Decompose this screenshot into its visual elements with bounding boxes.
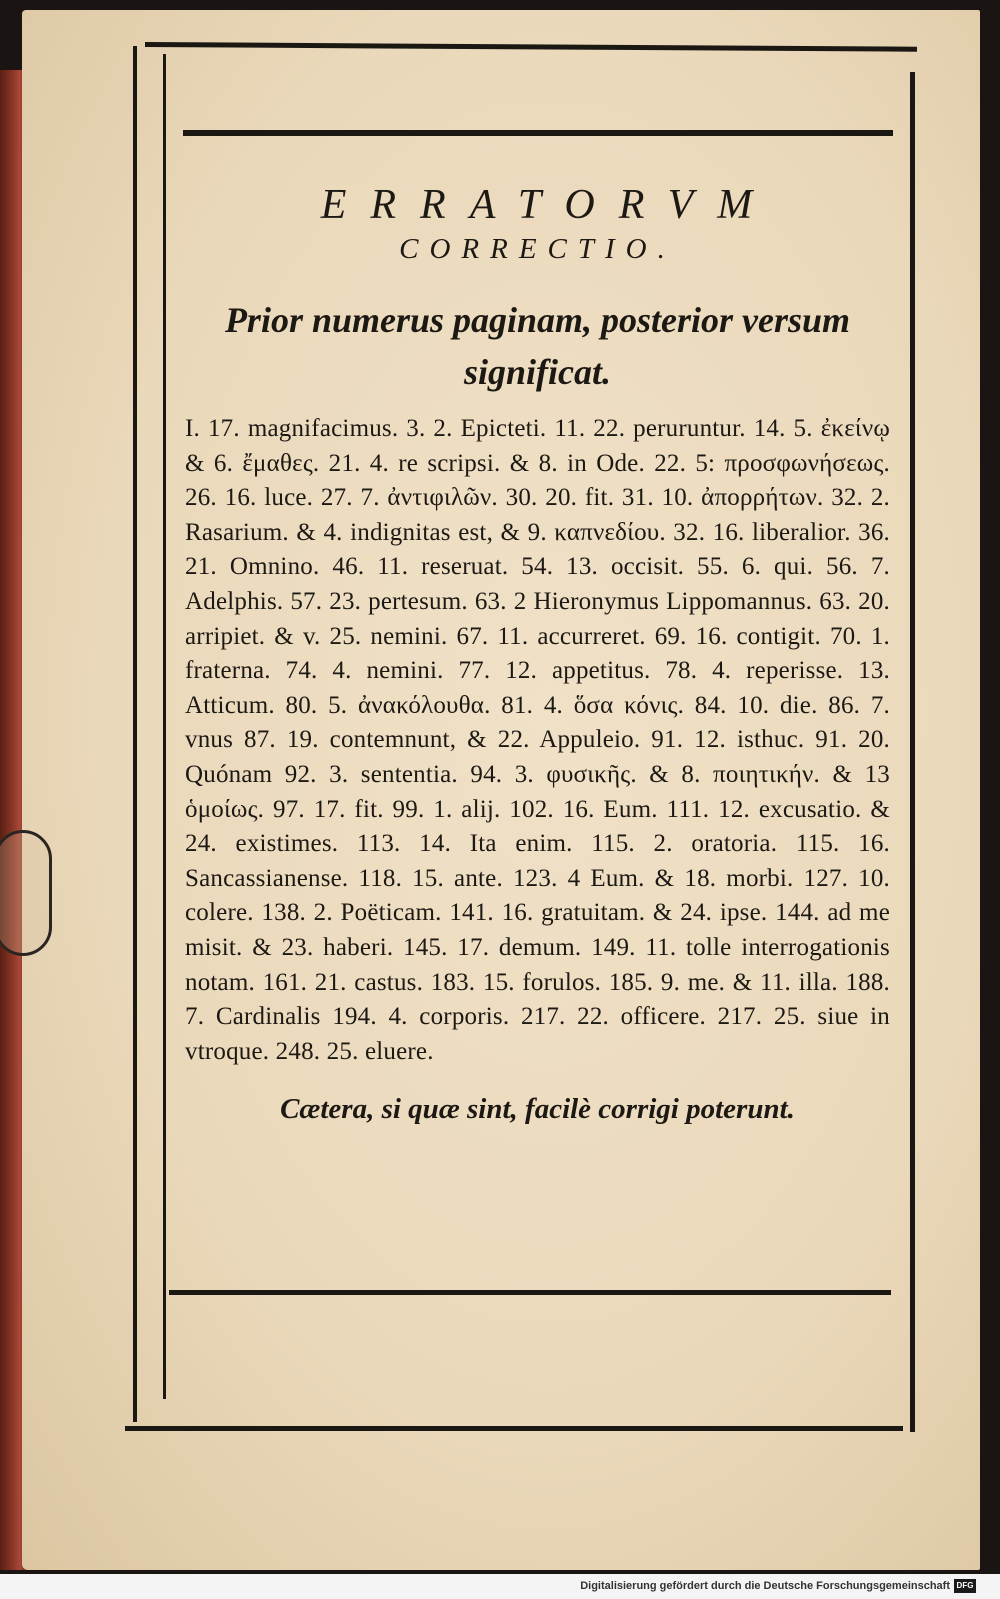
title-line-1: ERRATORVM [320, 182, 777, 228]
footer-credit: Digitalisierung gefördert durch die Deutsche Forschungsgemeinschaft [580, 1580, 950, 1592]
title-line-2: CORRECTIO. [399, 233, 676, 265]
closing-line: Cætera, si quæ sint, facilè corrigi poterunt. [280, 1093, 795, 1126]
frame-outer-top [145, 42, 917, 52]
errata-list: I. 17. magnifacimus. 3. 2. Epicteti. 11. 22. peruruntur. 14. 5. ἐκείνῳ & 6. ἔμαθες. 21. 4. re scripsi. & 8. in Ode. 22. 5: προσφωνήσεως. 26. 16. luce. 27. 7. ἀντιφιλῶν. 30. 20. fit. 31. 10. ἀπορρήτων. 32. 2. Rasarium. & 4. indignitas est, & 9. καπνεδίου. 32. 16. liberalior. 36. 21. Omnino. 46. 11. reseruat. 54. 13. occisit. 55. 6. qui. 56. 7. Adelphis. 57. 23. pertesum. 63. 2 Hieronymus Lippomannus. 63. 20. arripiet. & v. 25. nemini. 67. 11. accurreret. 69. 16. contigit. 70. 1. fraterna. 74. 4. nemini. 77. 12. appetitus. 78. 4. reperisse. 13. Atticum. 80. 5. ἀνακόλουθα. 81. 4. ὅσα κόνις. 84. 10. die. 86. 7. vnus 87. 19. contemnunt, & 22. Appuleio. 91. 12. isthuc. 91. 20. Quónam 92. 3. sententia. 94. 3. φυσικῆς. & 8. ποιητικήν. & 13 ὁμοίως. 97. 17. fit. 99. 1. alij. 102. 16. Eum. 111. 12. excusatio. & 24. existimes. 113. 14. Ita enim. 115. 2. oratoria. 115. 16. Sancassianense. 118. 15. ante. 123. 4 Eum. & 18. morbi. 127. 10. colere. 138. 2. Poëticam. 141. 16. gratuitam. & 24. ipse. 144. ad me misit. & 23. haberi. 145. 17. demum. 149. 11. tolle interrogationis notam. 161. 21. castus. 183. 15. forulos. 185. 9. me. & 11. illa. 188. 7. Cardinalis 194. 4. corporis. 217. 22. officere. 217. 25. siue in vtroque. 248. 25. eluere. [185, 415, 890, 1065]
digitization-footer [0, 1574, 1000, 1599]
frame-inner-left [163, 54, 166, 1399]
header-rule [183, 130, 893, 136]
errata-content [185, 180, 890, 1126]
footer-rule [169, 1290, 891, 1295]
frame-outer-right [910, 72, 915, 1432]
clasp-shadow [0, 830, 52, 956]
dfg-logo-icon: DFG [954, 1579, 976, 1593]
frame-outer-bottom [125, 1426, 903, 1431]
subtitle: Prior numerus paginam, posterior versum significat. [224, 300, 851, 392]
frame-outer-left [133, 46, 137, 1422]
